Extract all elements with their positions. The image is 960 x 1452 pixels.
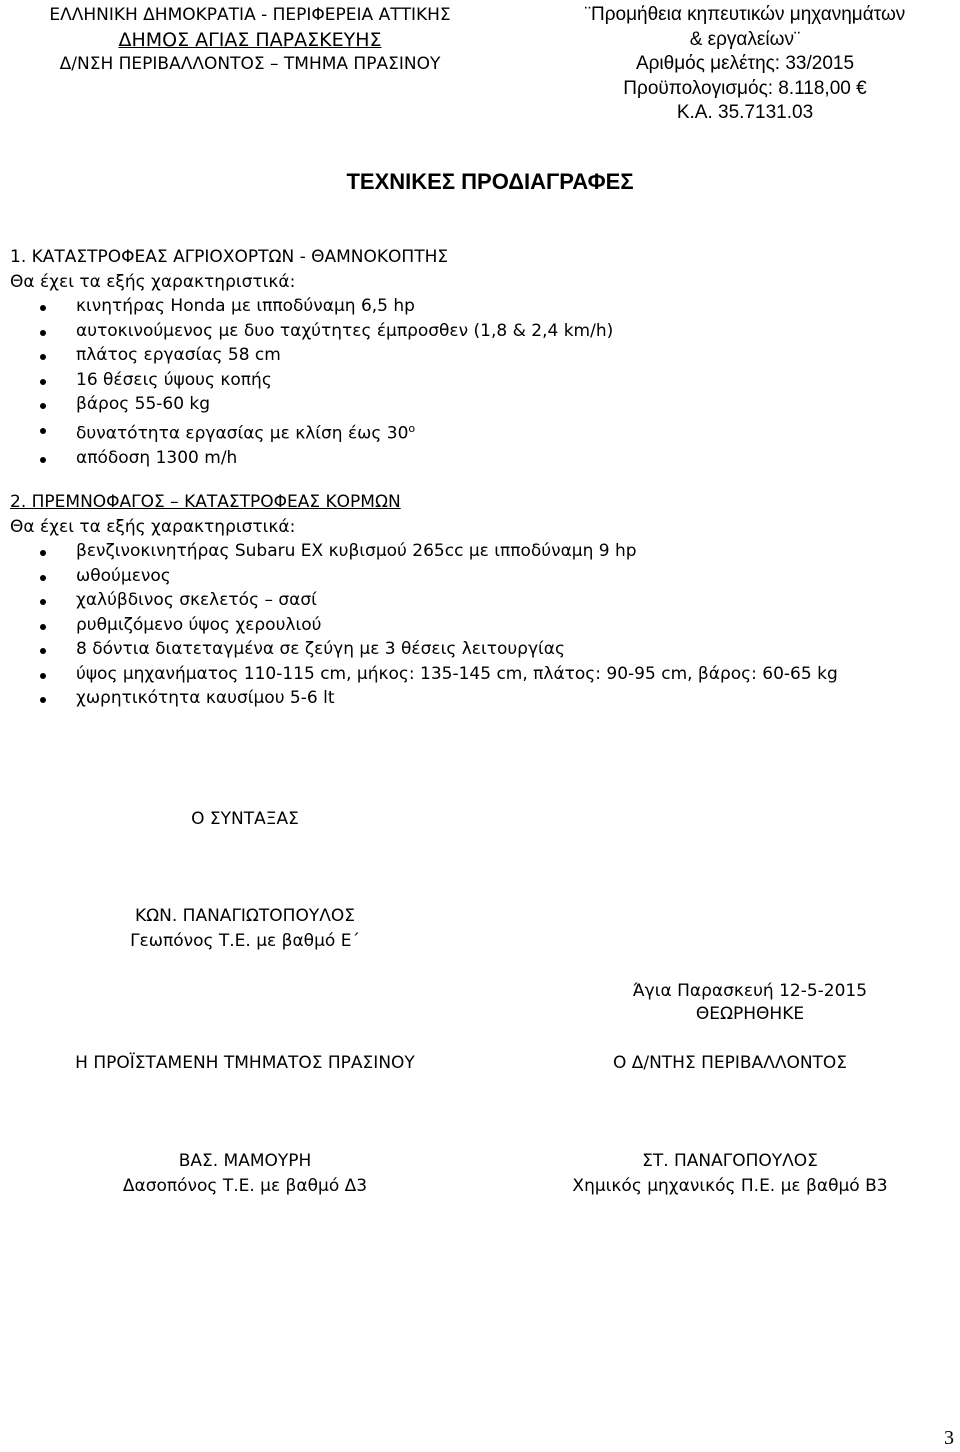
list-item: 16 θέσεις ύψους κοπής <box>10 368 940 393</box>
section-weed-cutter <box>10 245 940 470</box>
section-intro: Θα έχει τα εξής χαρακτηριστικά: <box>10 271 296 292</box>
degree-mark: ο <box>408 421 416 435</box>
bullet-icon <box>40 599 46 605</box>
bullet-icon <box>40 379 46 385</box>
list-item: κινητήρας Honda με ιπποδύναμη 6,5 hp <box>10 294 940 319</box>
head-name: ΒΑΣ. ΜΑΜΟΥΡΗ <box>178 1151 312 1171</box>
section-intro: Θα έχει τα εξής χαρακτηριστικά: <box>10 516 296 537</box>
header-left-block <box>15 3 485 77</box>
list-item: αυτοκινούμενος με δυο ταχύτητες έμπροσθεν (1,8 & 2,4 km/h) <box>10 319 940 344</box>
bullet-icon <box>40 697 46 703</box>
section-stump-grinder <box>10 490 940 711</box>
bullet-icon <box>40 575 46 581</box>
approved-label: ΘΕΩΡΗΘΗΚΕ <box>695 1004 805 1024</box>
list-item: ωθούμενος <box>10 564 940 589</box>
list-item: ύψος μηχανήματος 110-115 cm, μήκος: 135-145 cm, πλάτος: 90-95 cm, βάρος: 60-65 kg <box>10 662 940 687</box>
list-item: χωρητικότητα καυσίμου 5-6 lt <box>10 686 940 711</box>
bullet-icon <box>40 457 46 463</box>
composer-name: ΚΩΝ. ΠΑΝΑΓΙΩΤΟΠΟΥΛΟΣ <box>135 906 355 926</box>
list-item: χαλύβδινος σκελετός – σασί <box>10 588 940 613</box>
bullet-icon <box>40 673 46 679</box>
head-title: Δασοπόνος Τ.Ε. με βαθμό Δ3 <box>122 1176 368 1196</box>
bullet-icon <box>40 354 46 360</box>
section-heading: 2. ΠΡΕΜΝΟΦΑΓΟΣ – ΚΑΤΑΣΤΡΟΦΕΑΣ ΚΟΡΜΩΝ <box>10 492 401 512</box>
spec-list <box>10 539 940 711</box>
list-item: απόδοση 1300 m/h <box>10 446 940 471</box>
bullet-icon <box>40 624 46 630</box>
header-municipality-line: ΔΗΜΟΣ ΑΓΙΑΣ ΠΑΡΑΣΚΕΥΗΣ <box>118 28 382 51</box>
header-right-block <box>560 3 930 126</box>
page-number: 3 <box>944 1426 954 1449</box>
list-item: δυνατότητα εργασίας με κλίση έως $30^o$ <box>10 417 940 446</box>
spec-list <box>10 294 940 470</box>
budget: Προϋπολογισμός: 8.118,00 € <box>623 77 867 99</box>
composer-role: Ο ΣΥΝΤΑΞΑΣ <box>191 809 299 829</box>
budget-code: Κ.Α. 35.7131.03 <box>676 102 814 123</box>
director-title: Χημικός μηχανικός Π.Ε. με βαθμό Β3 <box>572 1176 888 1196</box>
list-item: ρυθμιζόμενο ύψος χερουλιού <box>10 613 940 638</box>
bullet-icon <box>40 428 46 434</box>
composer-title: Γεωπόνος Τ.Ε. με βαθμό Ε΄ <box>130 931 360 951</box>
study-number: Αριθμός μελέτης: 33/2015 <box>635 53 855 74</box>
project-title-line1: ¨Προμήθεια κηπευτικών μηχανημάτων <box>584 4 906 25</box>
section-heading: 1. ΚΑΤΑΣΤΡΟΦΕΑΣ ΑΓΡΙΟΧΟΡΤΩΝ - ΘΑΜΝΟΚΟΠΤΗΣ <box>10 247 449 267</box>
bullet-icon <box>40 403 46 409</box>
director-role: Ο Δ/ΝΤΗΣ ΠΕΡΙΒΑΛΛΟΝΤΟΣ <box>612 1053 848 1073</box>
header-department-line: Δ/ΝΣΗ ΠΕΡΙΒΑΛΛΟΝΤΟΣ – ΤΜΗΜΑ ΠΡΑΣΙΝΟΥ <box>59 54 441 74</box>
document-title: ΤΕΧΝΙΚΕΣ ΠΡΟΔΙΑΓΡΑΦΕΣ <box>346 169 634 194</box>
header-republic-line: ΕΛΛΗΝΙΚΗ ΔΗΜΟΚΡΑΤΙΑ - ΠΕΡΙΦΕΡΕΙΑ ΑΤΤΙΚΗΣ <box>49 5 451 25</box>
date-place: Άγια Παρασκευή 12-5-2015 <box>632 981 868 1001</box>
bullet-icon <box>40 550 46 556</box>
head-role: Η ΠΡΟΪΣΤΑΜΕΝΗ ΤΜΗΜΑΤΟΣ ΠΡΑΣΙΝΟΥ <box>75 1053 415 1073</box>
project-title-line2: & εργαλείων¨ <box>689 28 801 50</box>
bullet-icon <box>40 305 46 311</box>
list-item: βενζινοκινητήρας Subaru EX κυβισμού 265cc με ιπποδύναμη 9 hp <box>10 539 940 564</box>
list-item: βάρος 55-60 kg <box>10 392 940 417</box>
director-name: ΣΤ. ΠΑΝΑΓΟΠΟΥΛΟΣ <box>642 1151 818 1171</box>
list-item: 8 δόντια διατεταγμένα σε ζεύγη με 3 θέσεις λειτουργίας <box>10 637 940 662</box>
list-item: πλάτος εργασίας 58 cm <box>10 343 940 368</box>
bullet-icon <box>40 648 46 654</box>
bullet-icon <box>40 330 46 336</box>
